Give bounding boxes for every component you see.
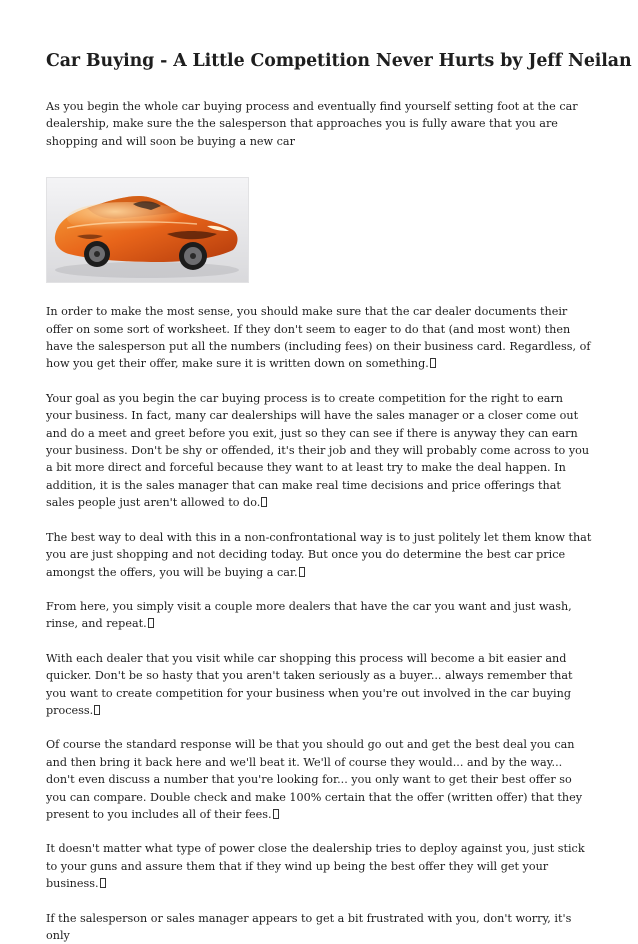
body-paragraph: The best way to deal with this in a non-confrontational way is to just politely let them know that you are just shopping and not deciding today. But once you do determine the best car price amongst the offers, you will be buying a car. (46, 530, 592, 579)
intro-paragraph: As you begin the whole car buying process and eventually find yourself setting foot at the car dealership, make sure the the salesperson that approaches you is fully aware that you are shopping and will soon be buying a new car (46, 100, 578, 148)
missing-glyph-icon (299, 567, 305, 577)
missing-glyph-icon (94, 705, 100, 715)
missing-glyph-icon (100, 878, 106, 888)
missing-glyph-icon (148, 618, 154, 628)
sports-car-illustration (47, 178, 248, 282)
body-paragraph: From here, you simply visit a couple more dealers that have the car you want and just wash, rinse, and repeat. (46, 599, 572, 631)
body-paragraph: If the salesperson or sales manager appears to get a bit frustrated with you, don't worry, it's only (46, 911, 572, 942)
missing-glyph-icon (273, 809, 279, 819)
body-paragraph: Your goal as you begin the car buying process is to create competition for the right to earn your business. In fact, many car dealerships will have the sales manager or a closer come out and do a meet and greet before you exit, just so they can see if there is anyway they can earn your business. Don't be shy or offended, it's their job and they will probably come across to you a bit more direct and forceful because they want to at least try to make the deal happen. In addition, it is the sales manager that can make real time decisions and price offerings that sales people just aren't allowed to do. (46, 391, 590, 510)
missing-glyph-icon (261, 497, 267, 507)
document-title: Car Buying - A Little Competition Never Hurts by Jeff Neilan (46, 51, 632, 71)
car-image (46, 177, 249, 283)
body-paragraph: In order to make the most sense, you should make sure that the car dealer documents their offer on some sort of worksheet. If they don't seem to eager to do that (and most wont) then have the salesperson put all the numbers (including fees) on their business card. Regardless, of how you get their offer, make sure it is written down on something. (46, 305, 591, 371)
body-paragraph: With each dealer that you visit while car shopping this process will become a bit easier and quicker. Don't be so hasty that you aren't taken seriously as a buyer... always remember that you want to create competition for your business when you're out involved in the car buying process. (46, 651, 573, 717)
body-paragraphs (46, 303, 592, 944)
missing-glyph-icon (430, 358, 436, 368)
body-paragraph: Of course the standard response will be that you should go out and get the best deal you can and then bring it back here and we'll beat it. We'll of course they would... and by the way... don't even discuss a number that you're looking for... you only want to get their best offer so you can compare. Double check and make 100% certain that the offer (written offer) that they present to you includes all of their fees. (46, 738, 583, 821)
body-paragraph: It doesn't matter what type of power close the dealership tries to deploy against you, just stick to your guns and assure them that if they wind up being the best offer they will get your business. (46, 842, 585, 891)
